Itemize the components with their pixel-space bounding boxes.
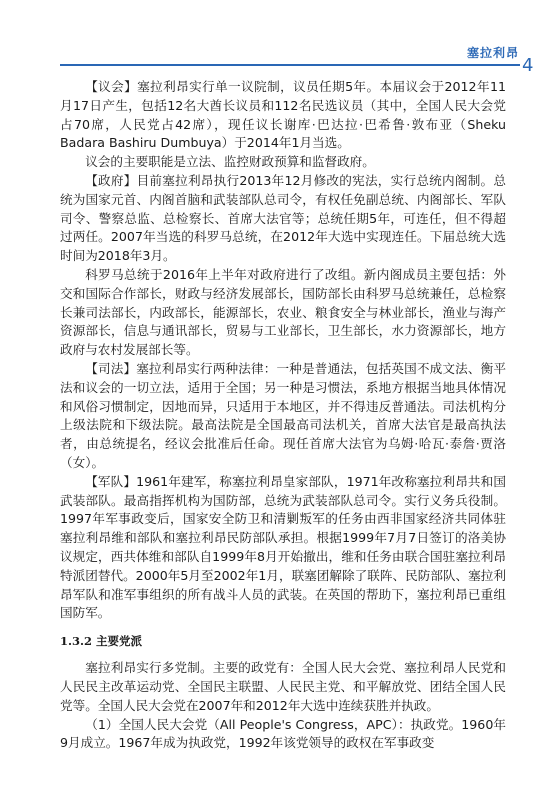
paragraph-apc: （1）全国人民大会党（All People's Congress，APC）：执政党。1960年9月成立。1967年成为执政党，1992年该党领导的政权在军事政变 xyxy=(60,716,506,751)
paragraph-parties: 塞拉利昂实行多党制。主要的政党有：全国人民大会党、塞拉利昂人民党和人民民主改革运动党、全国民主联盟、人民民主党、和平解放党、团结全国人民党等。全国人民大会党在2007年和2012年大选中连续获胜并执政。 xyxy=(60,660,506,713)
body-text xyxy=(60,78,506,753)
section-heading: 1.3.2 主要党派 xyxy=(60,634,143,649)
header-rule xyxy=(60,64,520,66)
paragraph-parliament: 【议会】塞拉利昂实行单一议院制，议员任期5年。本届议会于2012年11月17日产生，包括12名大酋长议员和112名民选议员（其中，全国人民大会党占70席，人民党占42席），现任议长谢库·巴达拉·巴希鲁·敦布亚（Sheku Badara Bashiru Dumbuya）于2014年1月当选。 xyxy=(60,79,506,151)
page-number: 4 xyxy=(522,55,534,76)
paragraph-military: 【军队】1961年建军，称塞拉利昂皇家部队，1971年改称塞拉利昂共和国武装部队。最高指挥机构为国防部，总统为武装部队总司令。实行义务兵役制。1997年军事政变后，国家安全防卫和清剿叛军的任务由西非国家经济共同体驻塞拉利昂维和部队和塞拉利昂民防部队承担。根据1999年7月7日签订的洛美协议规定，西共体维和部队自1999年8月开始撤出，维和任务由联合国驻塞拉利昂特派团替代。2000年5月至2002年1月，联塞团解除了联阵、民防部队、塞拉利昂军队和准军事组织的所有战斗人员的武装。在英国的帮助下，塞拉利昂已重组国防军。 xyxy=(60,473,506,621)
paragraph-government: 【政府】目前塞拉利昂执行2013年12月修改的宪法，实行总统内阁制。总统为国家元首、内阁首脑和武装部队总司令，有权任免副总统、内阁部长、军队司令、警察总监、总检察长、首席大法官等；总统任期5年，可连任，但不得超过两任。2007年当选的科罗马总统，在2012年大选中实现连任。下届总统大选时间为2018年3月。 xyxy=(60,172,506,264)
paragraph-cabinet: 科罗马总统于2016年上半年对政府进行了改组。新内阁成员主要包括：外交和国际合作部长，财政与经济发展部长，国防部长由科罗马总统兼任，总检察长兼司法部长，内政部长，能源部长，农业、粮食安全与林业部长，渔业与海产资源部长，信息与通讯部长，贸易与工业部长，卫生部长，水力资源部长，地方政府与农村发展部长等。 xyxy=(60,266,506,358)
paragraph-judiciary: 【司法】塞拉利昂实行两种法律：一种是普通法，包括英国不成文法、衡平法和议会的一切立法，适用于全国；另一种是习惯法，系地方根据当地具体情况和风俗习惯制定，因地而异，只适用于本地区，并不得违反普通法。司法机构分上级法院和下级法院。最高法院是全国最高司法机关，首席大法官是最高执法者，由总统提名，经议会批准后任命。现任首席大法官为乌姆·哈瓦·泰詹·贾洛（女）。 xyxy=(60,360,506,470)
running-title: 塞拉利昂 xyxy=(466,46,519,60)
page-header xyxy=(0,0,559,80)
paragraph-parliament-functions: 议会的主要职能是立法、监控财政预算和监督政府。 xyxy=(85,154,375,170)
